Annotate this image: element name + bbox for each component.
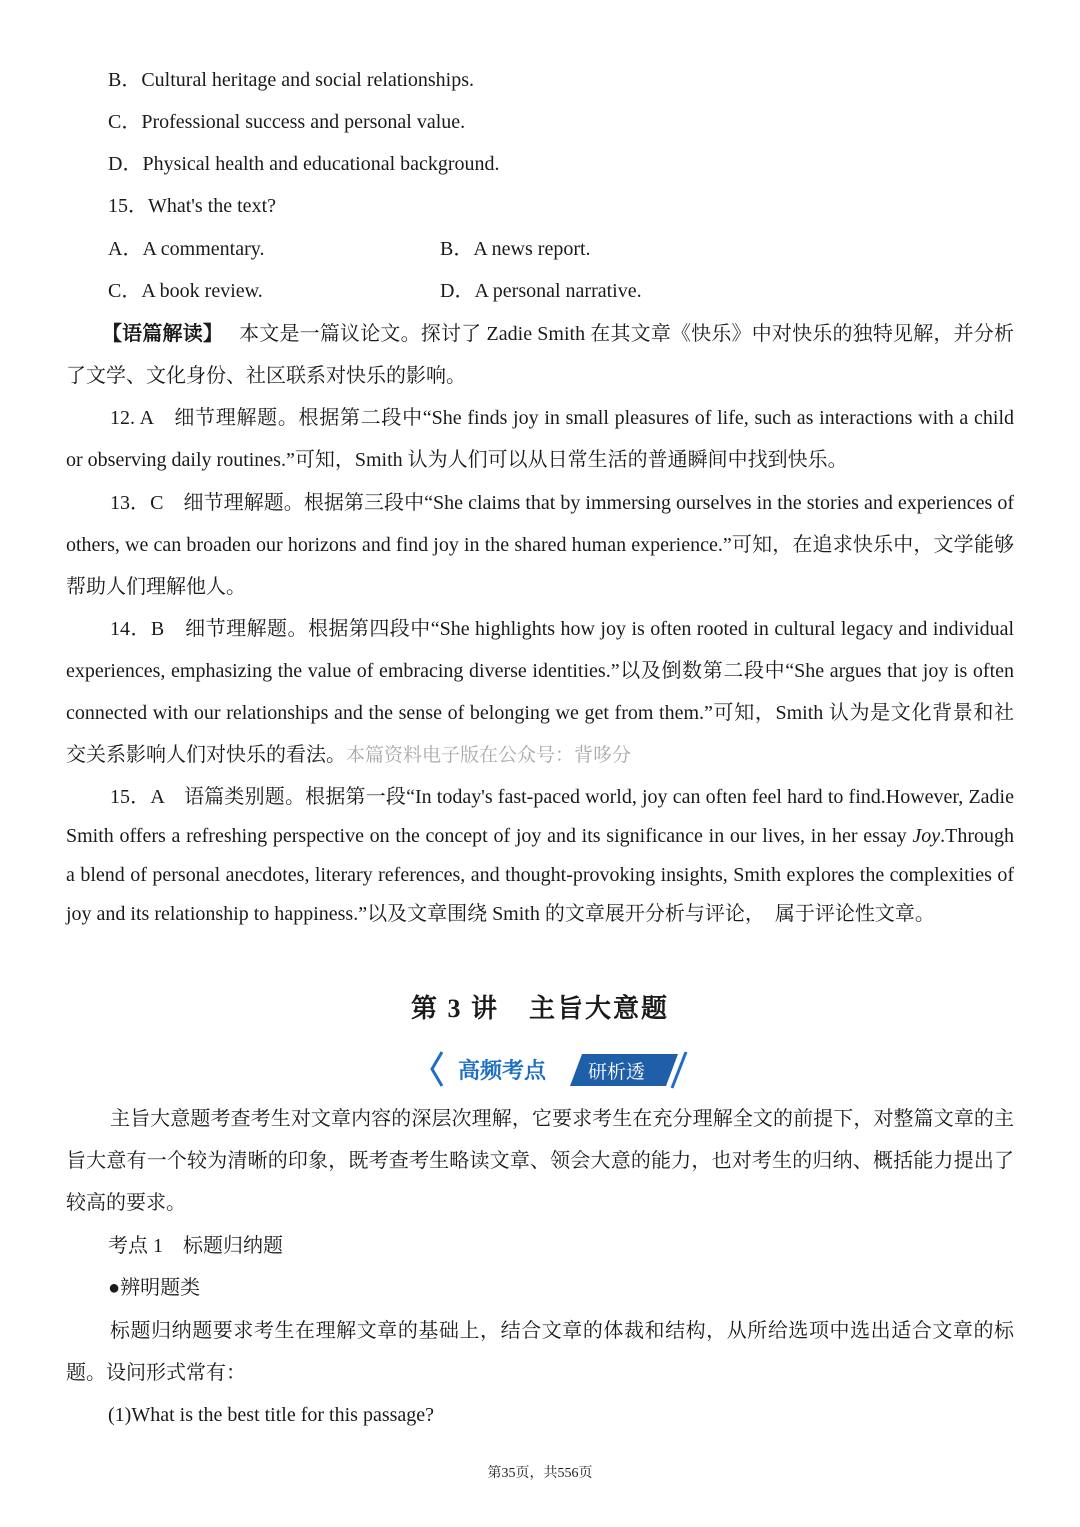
essay-title: Joy — [912, 825, 941, 847]
question-form-1: (1)What is the best title for this passage? — [108, 1404, 435, 1426]
banner — [428, 1048, 692, 1090]
analysis-label: 【语篇解读】 — [102, 323, 224, 345]
bullet-heading: ●辨明题类 — [108, 1277, 201, 1299]
answer-13: 13．C 细节理解题。根据第三段中“She claims that by immersing ourselves in the stories and experiences of others, we can broaden our horizons and find joy in the shared human experience.”可知，在追求快乐中，文学能够帮助人们理解他人。 — [66, 492, 1014, 598]
section-heading — [0, 988, 1080, 1025]
heading-lecture: 第 3 讲 — [410, 994, 499, 1023]
answer-14 — [66, 608, 1014, 776]
heading-topic: 主旨大意题 — [529, 994, 670, 1023]
watermark-text: 本篇资料电子版在公众号：背哆分 — [346, 744, 632, 766]
intro-paragraph: 主旨大意题考查考生对文章内容的深层次理解，它要求考生在充分理解全文的前提下，对整篇文章的主旨大意有一个较为清晰的印象，既考查考生略读文章、领会大意的能力，也对考生的归纳、概括能力提出了较高的要求。 — [66, 1108, 1014, 1214]
answer-14-text: 14．B 细节理解题。根据第四段中“She highlights how joy is often rooted in cultural legacy and individual experiences, emphasizing the value of embracing diverse identities.”以及倒数第二段中“She argues that joy is often connected with our relationships and the sense of belonging we get from them.”可知，Smith 认为是文化背景和社交关系影响人们对快乐的看法。 — [66, 618, 1014, 766]
question-15: 15．What's the text? — [108, 195, 276, 217]
option-d: D．Physical health and educational background. — [108, 153, 500, 175]
q15-option-c: C．A book review. — [108, 280, 263, 302]
analysis-text: 本文是一篇议论文。探讨了 Zadie Smith 在其文章《快乐》中对快乐的独特见解，并分析了文学、文化身份、社区联系对快乐的影响。 — [66, 323, 1014, 387]
option-b: B．Cultural heritage and social relationships. — [108, 69, 475, 91]
answer-15-text-after: .Through a blend of personal anecdotes, literary references, and thought-provoking insights, Smith explores the complexities of joy and its relationship to happiness.”以及文章围绕 Smith 的文章展开分析与评论， 属于评论性文章。 — [66, 825, 1014, 925]
banner-left-text: 高频考点 — [458, 1059, 547, 1084]
answer-12: 12. A 细节理解题。根据第二段中“She finds joy in small pleasures of life, such as interactions with a child or observing daily routines.”可知，Smith 认为人们可以从日常生活的普通瞬间中找到快乐。 — [66, 407, 1014, 471]
answer-15-text-before: 15．A 语篇类别题。根据第一段“In today's fast-paced world, joy can often feel hard to find.However, Zadie Smith offers a refreshing perspective on the concept of joy and its significance in our lives, in her essay — [66, 786, 1014, 847]
text-analysis — [66, 313, 1014, 397]
q15-option-b: B．A news report. — [440, 238, 591, 260]
answer-15 — [66, 778, 1014, 934]
banner-right-text: 研析透 — [588, 1061, 646, 1083]
description-paragraph: 标题归纳题要求考生在理解文章的基础上，结合文章的体裁和结构，从所给选项中选出适合文章的标题。设问形式常有： — [66, 1320, 1014, 1384]
q15-option-d: D．A personal narrative. — [440, 280, 642, 302]
option-c: C．Professional success and personal value. — [108, 111, 466, 133]
banner-graphic — [428, 1048, 692, 1090]
page-footer: 第35页，共556页 — [487, 1466, 593, 1481]
banner-left-chevron — [432, 1052, 442, 1086]
q15-option-a: A．A commentary. — [108, 238, 265, 260]
kaodian-title: 考点 1 标题归纳题 — [108, 1235, 283, 1257]
